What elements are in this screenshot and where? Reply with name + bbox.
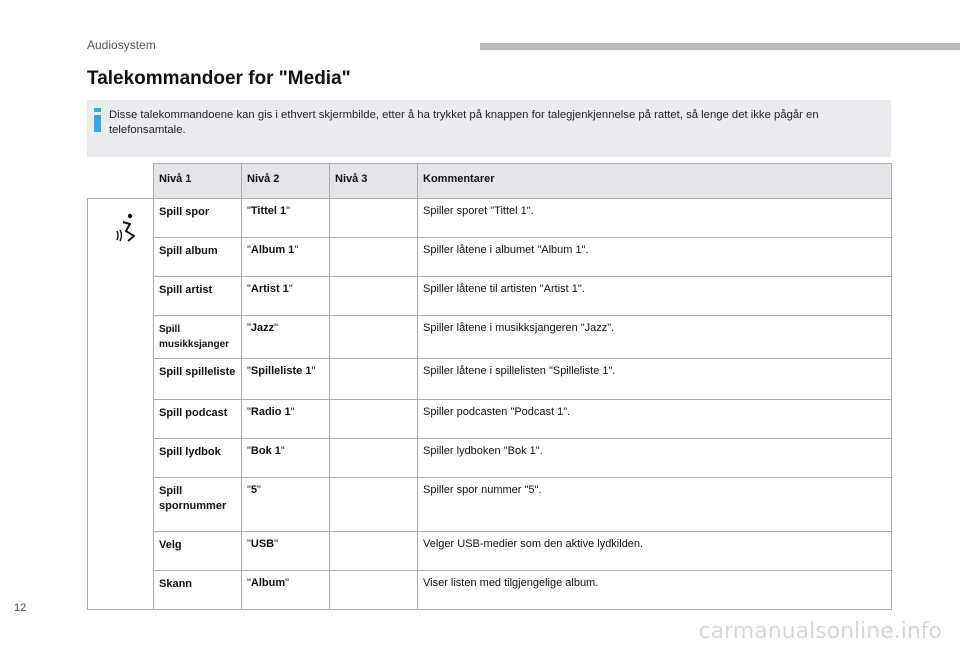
header-level-1: Nivå 1 xyxy=(154,164,242,199)
table-row xyxy=(88,238,892,277)
header-blank xyxy=(88,164,154,199)
level-3-cell xyxy=(330,238,418,277)
level-3-cell xyxy=(330,571,418,610)
level-2-cell: "Tittel 1" xyxy=(242,199,330,238)
level-1-cell: Spill musikksjanger xyxy=(154,316,242,359)
level-2-cell: "Album 1" xyxy=(242,238,330,277)
table-row xyxy=(88,478,892,532)
table-row xyxy=(88,359,892,400)
level-1-cell: Skann xyxy=(154,571,242,610)
level-2-value: USB xyxy=(250,538,275,550)
header-level-2: Nivå 2 xyxy=(242,164,330,199)
comment-cell: Spiller låtene i spillelisten "Spilleliste 1". xyxy=(418,359,892,400)
icon-cell xyxy=(88,199,154,610)
table-row xyxy=(88,199,892,238)
level-2-cell: "5" xyxy=(242,478,330,532)
level-1-cell: Spill spilleliste xyxy=(154,359,242,400)
info-text: Disse talekommandoene kan gis i ethvert skjermbilde, etter å ha trykket på knappen for talegjenkjennelse på rattet, så lenge det ikke pågår en telefonsamtale. xyxy=(109,109,819,136)
level-3-cell xyxy=(330,359,418,400)
voice-command-table xyxy=(87,163,892,610)
table-row xyxy=(88,400,892,439)
level-3-cell xyxy=(330,478,418,532)
header-level-3: Nivå 3 xyxy=(330,164,418,199)
comment-cell: Spiller låtene i musikksjangeren "Jazz". xyxy=(418,316,892,359)
level-3-cell xyxy=(330,277,418,316)
level-2-cell: "Bok 1" xyxy=(242,439,330,478)
level-3-cell xyxy=(330,316,418,359)
table-header-row xyxy=(88,164,892,199)
level-2-value: Album 1 xyxy=(250,244,295,256)
level-1-cell: Spill lydbok xyxy=(154,439,242,478)
level-2-value: Tittel 1 xyxy=(250,205,287,217)
level-2-value: Album xyxy=(250,577,286,589)
voice-command-icon xyxy=(115,213,137,243)
level-2-cell: "Radio 1" xyxy=(242,400,330,439)
level-2-value: Radio 1 xyxy=(250,406,291,418)
level-1-cell: Spill spor xyxy=(154,199,242,238)
header-bar xyxy=(480,43,960,50)
level-1-cell: Velg xyxy=(154,532,242,571)
level-1-cell: Spill album xyxy=(154,238,242,277)
comment-cell: Viser listen med tilgjengelige album. xyxy=(418,571,892,610)
level-2-value: 5 xyxy=(250,484,258,496)
info-box xyxy=(87,100,891,157)
page-number: 12 xyxy=(14,602,27,614)
comment-cell: Spiller spor nummer "5". xyxy=(418,478,892,532)
comment-cell: Spiller podcasten "Podcast 1". xyxy=(418,400,892,439)
page-title: Talekommandoer for "Media" xyxy=(87,68,351,89)
header-comment: Kommentarer xyxy=(418,164,892,199)
comment-cell: Spiller lydboken "Bok 1". xyxy=(418,439,892,478)
level-1-cell: Spill podcast xyxy=(154,400,242,439)
watermark: carmanualsonline.info xyxy=(698,619,942,644)
level-3-cell xyxy=(330,199,418,238)
level-3-cell xyxy=(330,439,418,478)
comment-cell: Spiller låtene til artisten "Artist 1". xyxy=(418,277,892,316)
table-row xyxy=(88,571,892,610)
table-row xyxy=(88,316,892,359)
level-2-value: Jazz xyxy=(250,322,275,334)
table-row xyxy=(88,532,892,571)
table-row xyxy=(88,277,892,316)
comment-cell: Spiller låtene i albumet "Album 1". xyxy=(418,238,892,277)
comment-cell: Spiller sporet "Tittel 1". xyxy=(418,199,892,238)
level-3-cell xyxy=(330,400,418,439)
info-icon xyxy=(94,108,102,132)
level-2-cell: "Artist 1" xyxy=(242,277,330,316)
section-label: Audiosystem xyxy=(87,38,156,52)
level-2-value: Artist 1 xyxy=(250,283,289,295)
level-2-cell: "Spilleliste 1" xyxy=(242,359,330,400)
comment-cell: Velger USB-medier som den aktive lydkilden. xyxy=(418,532,892,571)
level-2-cell: "Jazz" xyxy=(242,316,330,359)
level-3-cell xyxy=(330,532,418,571)
level-2-value: Spilleliste 1 xyxy=(250,365,312,377)
level-1-cell: Spill spornummer xyxy=(154,478,242,532)
table-row xyxy=(88,439,892,478)
level-2-cell: "USB" xyxy=(242,532,330,571)
level-2-cell: "Album" xyxy=(242,571,330,610)
level-1-cell: Spill artist xyxy=(154,277,242,316)
level-2-value: Bok 1 xyxy=(250,445,281,457)
